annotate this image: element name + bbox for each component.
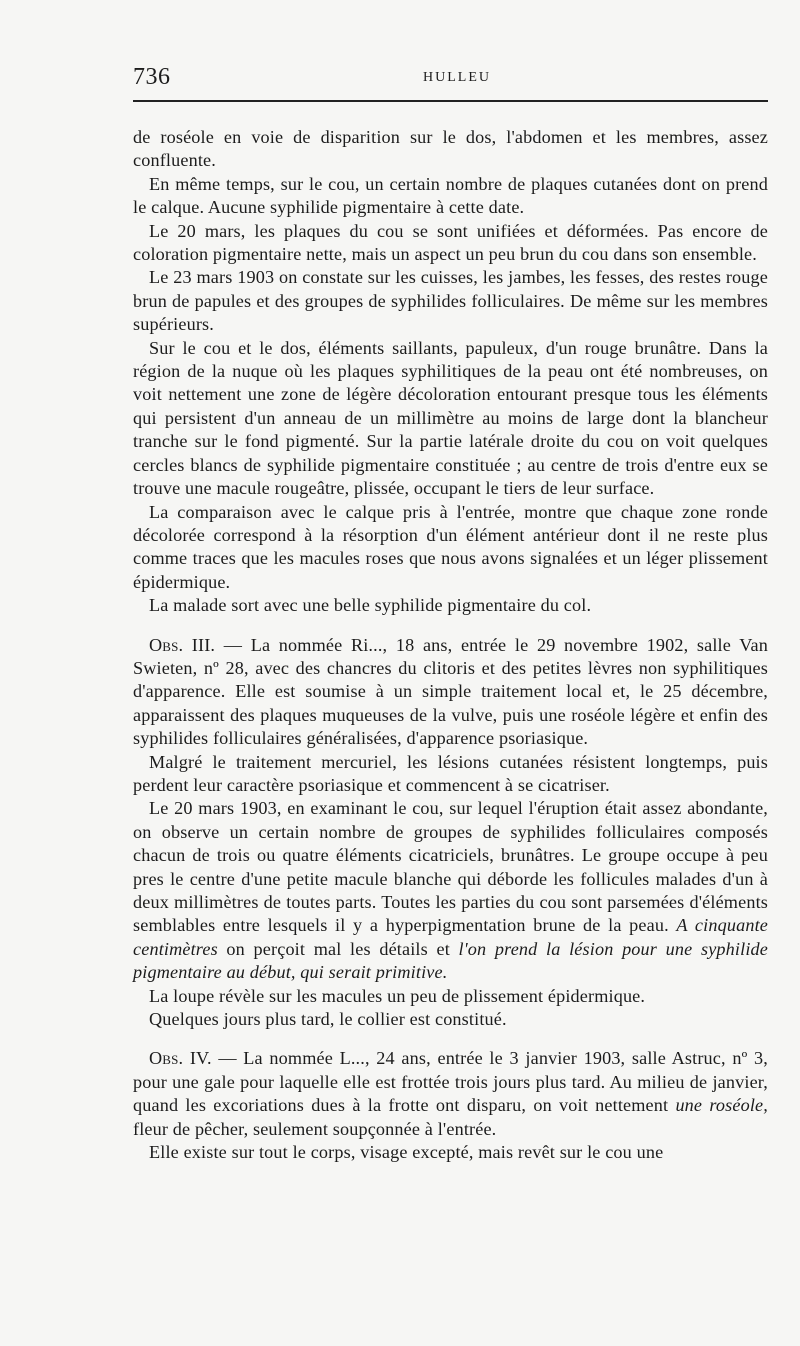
observation-4-paragraph: [133, 1047, 768, 1141]
observation-4-label: Obs. IV.: [149, 1048, 212, 1069]
finding-italic-conclusion: l'on prend la lésion pour une syphilide pigmentaire au début, qui serait primitive.: [133, 938, 768, 983]
page-number: 736: [133, 64, 171, 90]
observation-3-label: Obs. III.: [149, 634, 216, 655]
observation-4-text-end: fleur de pêcher, seulement soupçonnée à l'entrée.: [133, 1118, 497, 1139]
finding-text-mid: on perçoit mal les détails et: [217, 938, 459, 959]
page-header: [133, 64, 768, 94]
running-head: HULLEU: [423, 70, 491, 85]
paragraph: La loupe révèle sur les macules un peu de plissement épidermique.: [149, 985, 646, 1006]
observation-3-text: — La nommée Ri..., 18 ans, entrée le 29 novembre 1902, salle Van Swieten, nº 28, avec des chancres du clitoris et des petites lèvres non syphilitiques d'apparence. Elle est soumise à un simple traitement local et, le 25 décembre, apparaissent des plaques muqueuses de la vulve, puis une roséole légère et enfin des syphilides folliculaires généralisées, d'apparence psoriasique.: [133, 634, 768, 749]
finding-italic: A cinquante centimètres: [133, 915, 768, 959]
paragraph: Elle existe sur tout le corps, visage excepté, mais revêt sur le cou une: [149, 1142, 664, 1163]
paragraph: En même temps, sur le cou, un certain nombre de plaques cutanées dont on prend le calque. Aucune syphilide pigmentaire à cette date.: [133, 173, 768, 218]
paragraph: Le 20 mars, les plaques du cou se sont unifiées et déformées. Pas encore de coloration pigmentaire nette, mais un aspect un peu brun du cou dans son ensemble.: [133, 220, 768, 265]
finding-text: Le 20 mars 1903, en examinant le cou, sur lequel l'éruption était assez abondante, on observe un certain nombre de groupes de syphilides folliculaires composés chacun de trois ou quatre éléments cicatriciels, brunâtres. Le groupe occupe à peu pres le centre d'une petite macule blanche qui déborde les follicules malades d'un à deux millimètres de toutes parts. Toutes les parties du cou sont parsemées d'éléments semblables entre lesquels il y a hyperpigmentation brune de la peau.: [133, 798, 768, 936]
observation-4-italic: une roséole,: [675, 1095, 768, 1116]
paragraph: La comparaison avec le calque pris à l'entrée, montre que chaque zone ronde décolorée correspond à la résorption d'un élément antérieur dont il ne reste plus comme traces que les macules roses que nous avons signalées et un léger plissement épidermique.: [133, 501, 768, 592]
paragraph: Quelques jours plus tard, le collier est constitué.: [149, 1009, 507, 1030]
observation-4-text: — La nommée L..., 24 ans, entrée le 3 janvier 1903, salle Astruc, nº 3, pour une gale pour laquelle elle est frottée trois jours plus tard. Au milieu de janvier, quand les excoriations dues à la frotte ont disparu, on voit nettement: [133, 1048, 768, 1116]
paragraph: Le 23 mars 1903 on constate sur les cuisses, les jambes, les fesses, des restes rouge brun de papules et des groupes de syphilides folliculaires. De même sur les membres supérieurs.: [133, 267, 768, 335]
observation-3-paragraph: [133, 634, 768, 751]
paragraph: Malgré le traitement mercuriel, les lésions cutanées résistent longtemps, puis perdent leur caractère psoriasique et commencent à se cicatriser.: [133, 751, 768, 795]
observation-3-finding-paragraph: [133, 797, 768, 984]
header-rule: [133, 100, 768, 102]
paragraph: de roséole en voie de disparition sur le dos, l'abdomen et les membres, assez confluente.: [133, 127, 768, 171]
body-text: [133, 126, 768, 1164]
paragraph: Sur le cou et le dos, éléments saillants, papuleux, d'un rouge brunâtre. Dans la région de la nuque où les plaques syphilitiques de la peau ont été nombreuses, on voit nettement une zone de légère décoloration entourant presque tous les éléments qui persistent d'un anneau de un millimètre au moins de large dont la blancheur tranche sur le fond pigmenté. Sur la partie latérale droite du cou on voit quelques cercles blancs de syphilide pigmentaire constituée ; au centre de trois d'entre eux se trouve une macule rougeâtre, plissée, occupant le tiers de leur surface.: [133, 337, 768, 499]
paragraph: La malade sort avec une belle syphilide pigmentaire du col.: [149, 595, 592, 616]
